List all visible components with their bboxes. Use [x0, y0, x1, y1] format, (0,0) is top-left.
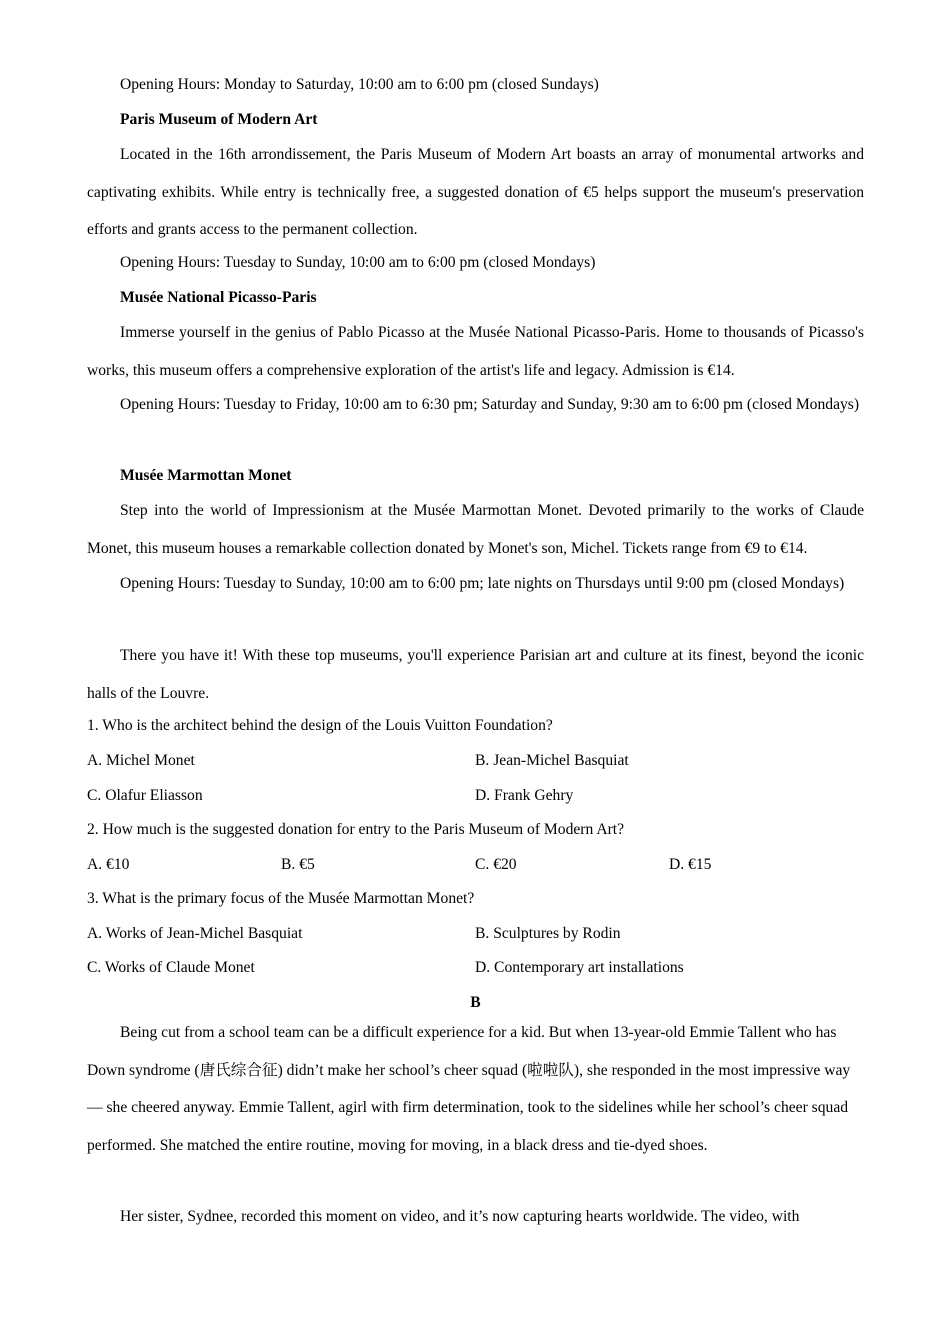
museum-heading-picasso: Musée National Picasso-Paris [120, 289, 317, 306]
question-1-stem: 1. Who is the architect behind the design of the Louis Vuitton Foundation? [87, 717, 553, 734]
question-1-option-b[interactable]: B. Jean-Michel Basquiat [475, 752, 629, 769]
passage-b-paragraph-2: Her sister, Sydnee, recorded this moment on video, and it’s now capturing hearts worldwide. The video, with [120, 1208, 800, 1225]
question-3-option-b[interactable]: B. Sculptures by Rodin [475, 925, 621, 942]
museum-description-marmottan: Step into the world of Impressionism at the Musée Marmottan Monet. Devoted primarily to the works of Claude Monet, this museum houses a remarkable collection donated by Monet's son, Michel. Tickets range from €9 to €14. [87, 502, 864, 557]
question-2-option-a[interactable]: A. €10 [87, 856, 130, 873]
louis-vuitton-hours: Opening Hours: Monday to Saturday, 10:00 am to 6:00 pm (closed Sundays) [120, 76, 599, 93]
question-2-option-b[interactable]: B. €5 [281, 856, 315, 873]
question-3-stem: 3. What is the primary focus of the Musée Marmottan Monet? [87, 890, 475, 907]
museum-hours-picasso: Opening Hours: Tuesday to Friday, 10:00 am to 6:30 pm; Saturday and Sunday, 9:30 am to 6:00 pm (closed Mondays) [120, 396, 860, 413]
question-2-option-c[interactable]: C. €20 [475, 856, 517, 873]
question-1-option-a[interactable]: A. Michel Monet [87, 752, 195, 769]
question-2-option-d[interactable]: D. €15 [669, 856, 712, 873]
museum-hours-marmottan: Opening Hours: Tuesday to Sunday, 10:00 am to 6:00 pm; late nights on Thursdays until 9:00 pm (closed Mondays) [120, 575, 845, 592]
question-1-option-c[interactable]: C. Olafur Eliasson [87, 787, 203, 804]
museum-hours-modern-art: Opening Hours: Tuesday to Sunday, 10:00 am to 6:00 pm (closed Mondays) [120, 254, 596, 271]
question-2-stem: 2. How much is the suggested donation for entry to the Paris Museum of Modern Art? [87, 821, 625, 838]
passage-conclusion: There you have it! With these top museums, you'll experience Parisian art and culture at its finest, beyond the iconic halls of the Louvre. [87, 647, 864, 702]
museum-description-picasso: Immerse yourself in the genius of Pablo Picasso at the Musée National Picasso-Paris. Home to thousands of Picasso's works, this museum offers a comprehensive exploration of the artist's life and legacy. Admission is €14. [87, 324, 864, 379]
museum-heading-marmottan: Musée Marmottan Monet [120, 467, 292, 484]
question-3-option-d[interactable]: D. Contemporary art installations [475, 959, 684, 976]
passage-b-paragraph-1: Being cut from a school team can be a difficult experience for a kid. But when 13-year-old Emmie Tallent who has Down syndrome (唐氏综合征) didn’t make her school’s cheer squad (啦啦队), she responded in the most impressive way — she cheered anyway. Emmie Tallent, agirl with firm determination, took to the sidelines while her school’s cheer squad performed. She matched the entire routine, moving for moving, in a black dress and tie-dyed shoes. [87, 1024, 851, 1154]
question-3-option-a[interactable]: A. Works of Jean-Michel Basquiat [87, 925, 303, 942]
museum-description-modern-art: Located in the 16th arrondissement, the Paris Museum of Modern Art boasts an array of monumental artworks and captivating exhibits. While entry is technically free, a suggested donation of €5 helps support the museum's preservation efforts and grants access to the permanent collection. [87, 146, 864, 238]
question-1-option-d[interactable]: D. Frank Gehry [475, 787, 574, 804]
section-heading-b: B [470, 994, 481, 1011]
museum-heading-modern-art: Paris Museum of Modern Art [120, 111, 318, 128]
question-3-option-c[interactable]: C. Works of Claude Monet [87, 959, 255, 976]
